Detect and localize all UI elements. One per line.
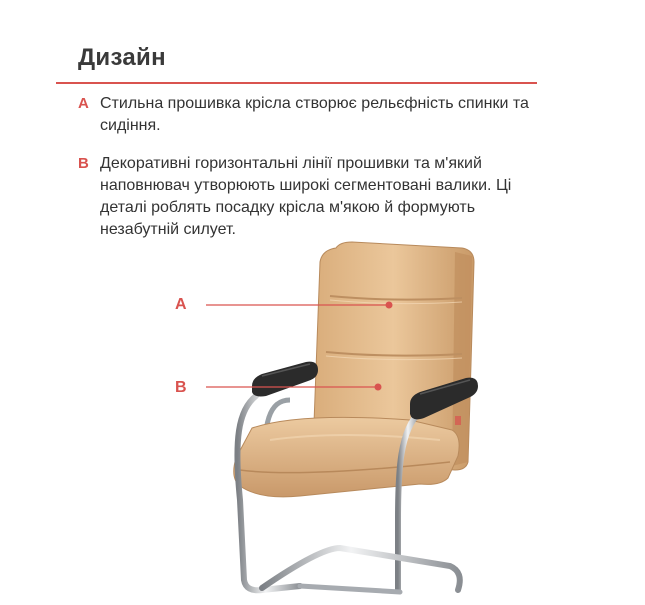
- frame-base: [262, 548, 460, 590]
- armrest-left: [252, 362, 318, 397]
- feature-text: Декоративні горизонтальні лінії прошивки та м'який наповнювач утворюють широкі сегментовані валики. Ці деталі роблять посадку крісла м'якою й формують незабутній силует.: [100, 155, 512, 238]
- callout-dot-b: [375, 384, 382, 391]
- seat-cushion: [234, 417, 459, 497]
- callout-label-a: A: [175, 296, 187, 313]
- callout-dot-a: [386, 302, 393, 309]
- feature-text: Стильна прошивка крісла створює рельєфність спинки та сидіння.: [100, 95, 529, 134]
- section-title: Дизайн: [78, 44, 166, 71]
- feature-letter: B: [78, 155, 89, 172]
- callout-label-b: B: [175, 379, 187, 396]
- feature-letter: A: [78, 95, 89, 112]
